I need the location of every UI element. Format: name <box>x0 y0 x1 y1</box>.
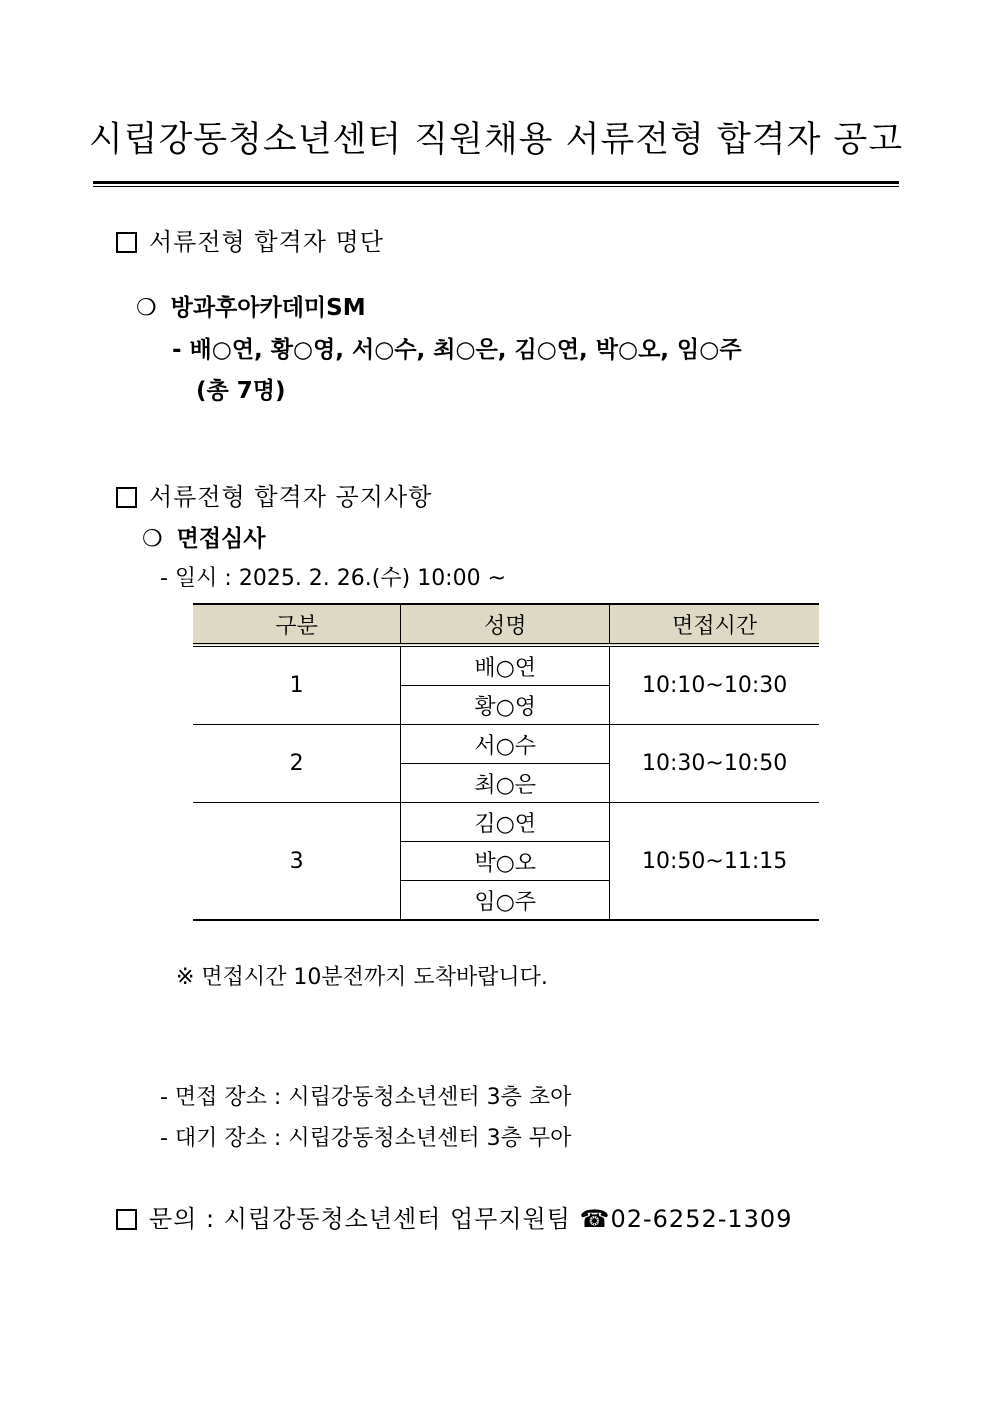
name-cell: 배○연 <box>401 645 610 686</box>
section-heading-list: 서류전형 합격자 명단 <box>116 222 384 257</box>
header-group: 구분 <box>193 604 401 645</box>
name-cell: 황○영 <box>401 686 610 725</box>
interview-subheading: ❍ 면접심사 <box>142 526 266 552</box>
name-cell: 최○은 <box>401 764 610 803</box>
time-cell: 10:30~10:50 <box>610 725 819 803</box>
checkbox-square-icon <box>116 487 137 508</box>
name-cell: 박○오 <box>401 842 610 881</box>
datetime-line: - 일시 : 2025. 2. 26.(수) 10:00 ~ <box>160 566 507 591</box>
contact-phone: 02-6252-1309 <box>610 1205 793 1233</box>
name-cell: 서○수 <box>401 725 610 764</box>
table-row <box>193 645 819 686</box>
section-heading-notice: 서류전형 합격자 공지사항 <box>116 477 432 512</box>
title-rule-thick <box>93 181 899 184</box>
table-row <box>193 725 819 764</box>
checkbox-square-icon <box>116 232 137 253</box>
header-name: 성명 <box>401 604 610 645</box>
names-line: - 배○연, 황○영, 서○수, 최○은, 김○연, 박○오, 임○주 <box>172 337 742 363</box>
table-header-row <box>193 604 819 645</box>
page-title: 시립강동청소년센터 직원채용 서류전형 합격자 공고 <box>88 120 904 160</box>
name-cell: 임○주 <box>401 881 610 921</box>
org-item <box>136 289 366 322</box>
org-name: 방과후아카데미SM <box>170 295 366 321</box>
header-time: 면접시간 <box>610 604 819 645</box>
title-rule-thin <box>93 186 899 187</box>
name-cell: 김○연 <box>401 803 610 842</box>
venue-line: - 면접 장소 : 시립강동청소년센터 3층 초아 <box>160 1085 572 1110</box>
group-cell: 3 <box>193 803 401 921</box>
interview-schedule-table <box>193 603 819 921</box>
arrival-note: ※ 면접시간 10분전까지 도착바랍니다. <box>176 965 548 990</box>
contact-label: 문의 : 시립강동청소년센터 업무지원팀 <box>149 1205 580 1233</box>
circle-bullet-icon: ❍ <box>142 526 163 552</box>
circle-bullet-icon: ❍ <box>136 295 157 321</box>
group-cell: 2 <box>193 725 401 803</box>
waiting-line: - 대기 장소 : 시립강동청소년센터 3층 무아 <box>160 1126 572 1151</box>
phone-icon: ☎ <box>579 1205 611 1233</box>
contact-line <box>116 1199 792 1234</box>
table-row <box>193 803 819 842</box>
group-cell: 1 <box>193 645 401 725</box>
count-line: (총 7명) <box>196 378 286 404</box>
time-cell: 10:50~11:15 <box>610 803 819 921</box>
checkbox-square-icon <box>116 1209 137 1230</box>
time-cell: 10:10~10:30 <box>610 645 819 725</box>
